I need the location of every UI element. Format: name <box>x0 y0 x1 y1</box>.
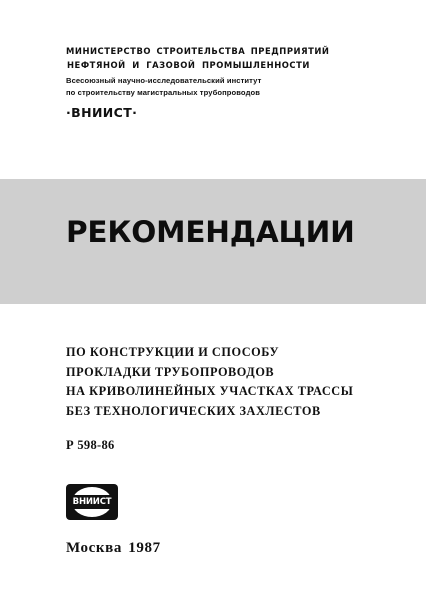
publication-place-year: Москва 1987 <box>66 540 161 556</box>
document-subtitle <box>66 343 353 421</box>
institute-line-1: Всесоюзный научно-исследовательский институт <box>66 76 262 85</box>
subtitle-line-4: БЕЗ ТЕХНОЛОГИЧЕСКИХ ЗАХЛЕСТОВ <box>66 403 321 418</box>
subtitle-line-1: ПО КОНСТРУКЦИИ И СПОСОБУ <box>66 345 280 359</box>
ministry-line-1: МИНИСТЕРСТВО СТРОИТЕЛЬСТВА ПРЕДПРИЯТИЙ <box>66 46 330 56</box>
document-code: Р 598-86 <box>66 438 115 452</box>
subtitle-line-2: ПРОКЛАДКИ ТРУБОПРОВОДОВ <box>66 364 275 379</box>
document-title: РЕКОМЕНДАЦИИ <box>66 215 355 249</box>
ministry-line-2: НЕФТЯНОЙ И ГАЗОВОЙ ПРОМЫШЛЕННОСТИ <box>67 60 310 70</box>
subtitle-line-3: НА КРИВОЛИНЕЙНЫХ УЧАСТКАХ ТРАССЫ <box>66 384 354 398</box>
logo-text: ВНИИСТ <box>72 497 112 507</box>
ministry-name <box>66 44 329 72</box>
institute-acronym: ·ВНИИСТ· <box>66 105 138 120</box>
institute-name <box>66 75 261 98</box>
vniist-logo-icon <box>66 484 118 520</box>
institute-line-2: по строительству магистральных трубопроводов <box>66 87 260 97</box>
